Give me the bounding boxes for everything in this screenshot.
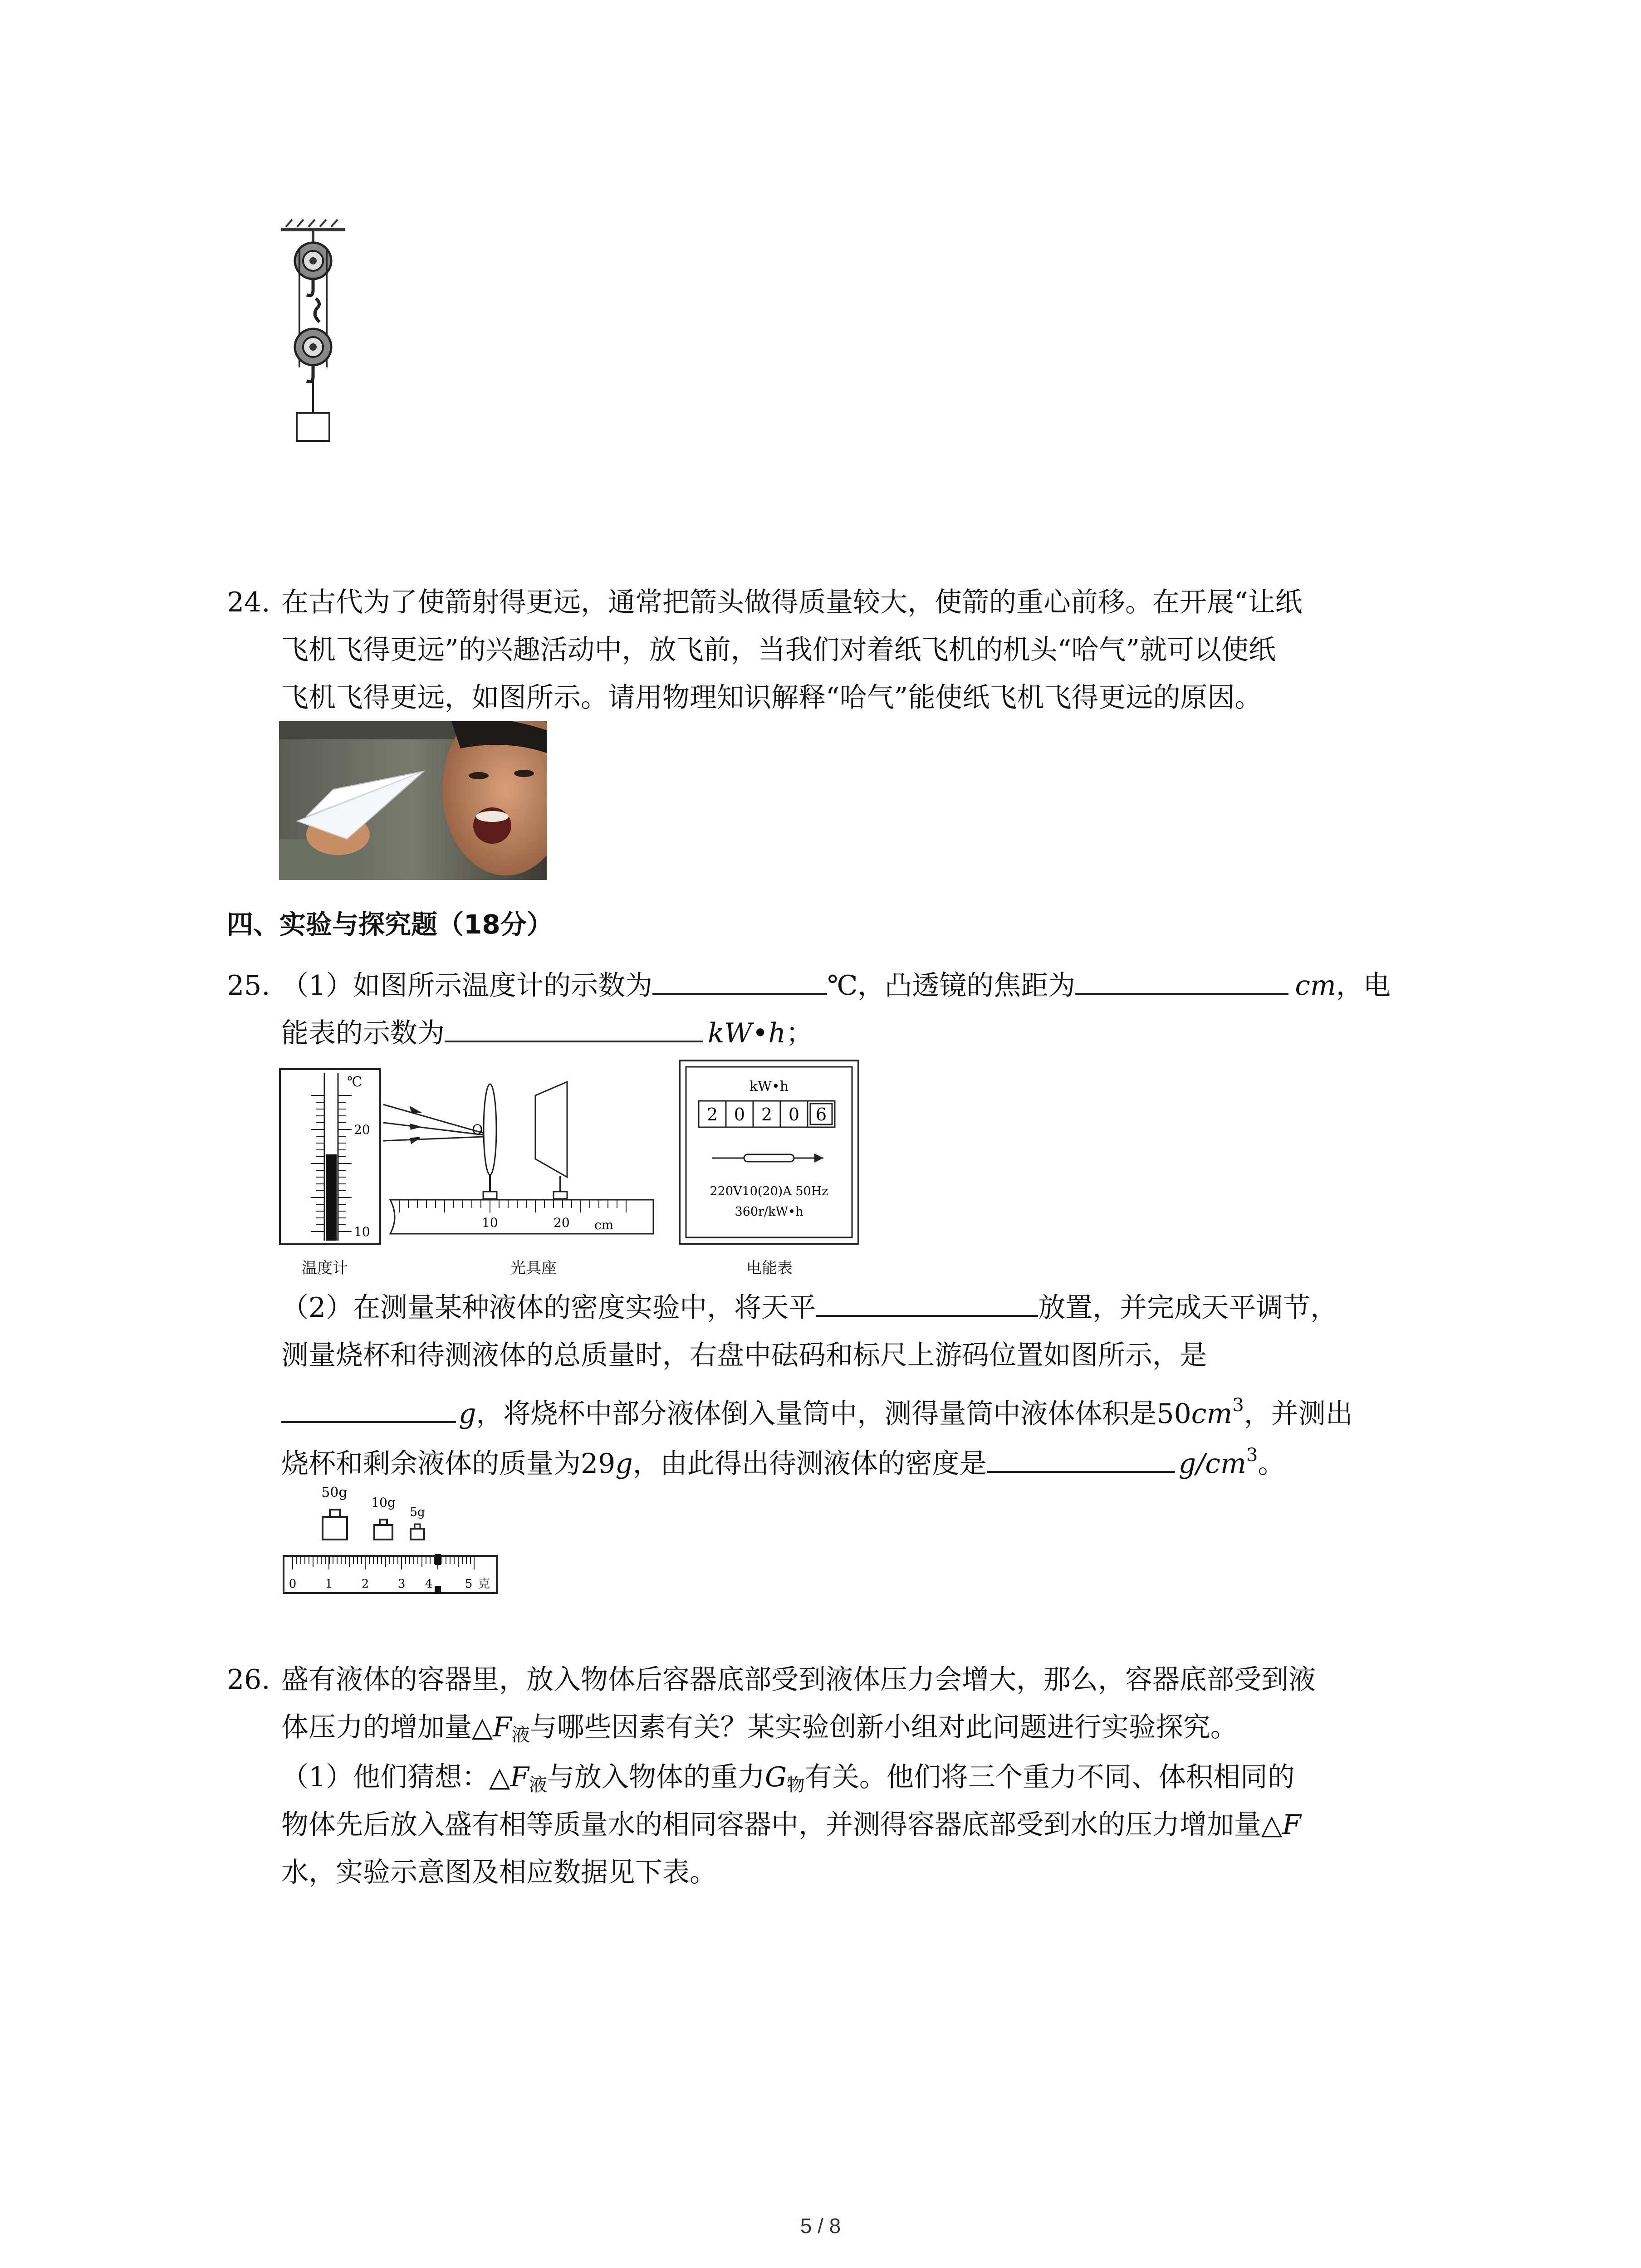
density-blank[interactable]	[987, 1444, 1175, 1473]
q25-p2-text-a: （2）在测量某种液体的密度实验中，将天平	[281, 1292, 816, 1324]
q26-line3-text-b: 与放入物体的重力	[547, 1761, 765, 1793]
q25-p2-line3-text-b: ，并测出	[1244, 1398, 1353, 1430]
q26-line3-text-c: 有关。他们将三个重力不同、体积相同的	[804, 1761, 1295, 1793]
q25-part2-line1	[281, 1286, 1337, 1330]
weight-label-5g: 5g	[410, 1505, 425, 1519]
meter-digit-1: 2	[706, 1105, 718, 1124]
energy-meter-figure	[678, 1059, 860, 1245]
meter-spec-1: 220V10(20)A 50Hz	[710, 1184, 828, 1198]
scale-tick-4: 4	[425, 1577, 433, 1591]
q26-line4-symbol-F: F	[1282, 1809, 1301, 1841]
q26-line2-symbol-F: F	[493, 1711, 512, 1743]
balance-weights-figure	[279, 1479, 506, 1615]
meter-digit-4: 0	[788, 1105, 800, 1124]
q25-part1-line1	[281, 964, 1391, 1007]
q26-line3-text-a: （1）他们猜想：△	[281, 1761, 510, 1793]
meter-unit: kW•h	[749, 1079, 789, 1095]
q25-p2-line4-text-a: 烧杯和剩余液体的质量为29	[281, 1448, 616, 1480]
q25-unit-g-remaining: g	[615, 1448, 633, 1480]
scale-unit: 克	[478, 1577, 490, 1591]
q25-p2-line4-end: 。	[1258, 1448, 1285, 1480]
caption-thermometer: 温度计	[302, 1259, 348, 1277]
q25-p1-text-b: ℃，凸透镜的焦距为	[827, 970, 1076, 1002]
weight-label-10g: 10g	[371, 1495, 396, 1510]
q26-line3-sub-F: 液	[529, 1774, 547, 1795]
balance-placement-blank[interactable]	[816, 1288, 1038, 1317]
thermometer-tick-10: 10	[354, 1224, 370, 1239]
q25-part1-line2	[281, 1012, 813, 1055]
total-mass-blank[interactable]	[281, 1394, 456, 1423]
pulley-figure	[272, 218, 354, 454]
q25-part2-line2: 测量烧杯和待测液体的总质量时，右盘中砝码和标尺上游码位置如图所示，是	[281, 1339, 1207, 1371]
meter-digit-5: 6	[815, 1105, 827, 1124]
q25-p1-text-a: （1）如图所示温度计的示数为	[281, 970, 653, 1002]
q25-p2-line4-text-b: ，由此得出待测液体的密度是	[632, 1448, 987, 1480]
caption-energy-meter: 电能表	[746, 1259, 793, 1277]
scale-tick-5: 5	[465, 1577, 473, 1591]
question-24-line-2: 飞机飞得更远”的兴趣活动中，放飞前，当我们对着纸飞机的机头“哈气”就可以使纸	[281, 634, 1276, 666]
scale-tick-3: 3	[397, 1577, 406, 1591]
question-24-line-3: 飞机飞得更远，如图所示。请用物理知识解释“哈气”能使纸飞机飞得更远的原因。	[281, 682, 1262, 714]
meter-digit-3: 2	[761, 1105, 773, 1124]
thermometer-reading-blank[interactable]	[652, 966, 827, 995]
scale-tick-1: 1	[325, 1577, 333, 1591]
q25-unit-cm: cm	[1295, 970, 1336, 1002]
energy-meter-reading-blank[interactable]	[445, 1013, 703, 1042]
q25-p1-text-c: ，电	[1336, 970, 1391, 1002]
scale-tick-0: 0	[289, 1577, 297, 1591]
q25-unit-kwh: kW•h	[708, 1017, 786, 1049]
question-25-number: 25.	[227, 970, 270, 1002]
focal-length-blank[interactable]	[1075, 966, 1288, 995]
q26-line3-symbol-G: G	[764, 1761, 787, 1793]
q25-unit-g: g	[459, 1398, 476, 1430]
optical-bench-figure	[381, 1068, 662, 1245]
caption-optical-bench: 光具座	[510, 1259, 557, 1277]
q25-unit-density-exp: 3	[1246, 1445, 1258, 1466]
lens-center-label: O	[472, 1122, 483, 1138]
scale-tick-2: 2	[361, 1577, 369, 1591]
bench-tick-20: 20	[554, 1215, 570, 1230]
q25-p2-text-b: 放置，并完成天平调节，	[1038, 1292, 1338, 1324]
page-number: 5 / 8	[800, 2214, 841, 2238]
thermometer-unit: ℃	[347, 1074, 362, 1090]
bench-unit-cm: cm	[594, 1217, 614, 1232]
q26-line3-symbol-F: F	[510, 1761, 529, 1793]
question-26-number: 26.	[227, 1664, 270, 1696]
q25-unit-density: g/cm	[1178, 1448, 1246, 1480]
thermometer-tick-20: 20	[354, 1122, 370, 1137]
q26-line5: 水，实验示意图及相应数据见下表。	[281, 1857, 717, 1888]
q26-line2-text-a: 体压力的增加量△	[281, 1711, 493, 1743]
q25-part2-line4	[281, 1433, 1285, 1486]
meter-digit-2: 0	[734, 1105, 745, 1124]
meter-spec-2: 360r/kW•h	[735, 1205, 803, 1219]
q26-line2-sub: 液	[511, 1725, 530, 1745]
q26-line4	[281, 1803, 1301, 1847]
q25-p1-line2-end: ；	[786, 1017, 813, 1049]
q26-line3-sub-G: 物	[786, 1774, 805, 1795]
q26-line4-text: 物体先后放入盛有相等质量水的相同容器中，并测得容器底部受到水的压力增加量△	[281, 1809, 1283, 1841]
q25-p2-line3-text-a: ，将烧杯中部分液体倒入量筒中，测得量筒中液体体积是50	[476, 1398, 1191, 1430]
q25-unit-cm-volume: cm	[1191, 1398, 1233, 1430]
question-24-line-1: 在古代为了使箭射得更远，通常把箭头做得质量较大，使箭的重心前移。在开展“让纸	[281, 587, 1303, 618]
q25-unit-cm-volume-exp: 3	[1232, 1395, 1244, 1416]
weight-label-50g: 50g	[321, 1485, 348, 1501]
q25-part2-line3	[281, 1383, 1353, 1436]
section-4-title: 四、实验与探究题（18分）	[227, 909, 553, 940]
q26-line3	[281, 1755, 1295, 1807]
bench-tick-10: 10	[482, 1215, 498, 1230]
q26-line2-text-b: 与哪些因素有关？某实验创新小组对此问题进行实验探究。	[529, 1711, 1238, 1743]
question-24-number: 24.	[227, 587, 270, 618]
q26-line2	[281, 1706, 1238, 1757]
paper-airplane-photo	[279, 721, 547, 880]
thermometer-figure	[279, 1068, 381, 1245]
q25-p1-line2-text: 能表的示数为	[281, 1017, 445, 1049]
q26-line1: 盛有液体的容器里，放入物体后容器底部受到液体压力会增大，那么，容器底部受到液	[281, 1664, 1316, 1696]
